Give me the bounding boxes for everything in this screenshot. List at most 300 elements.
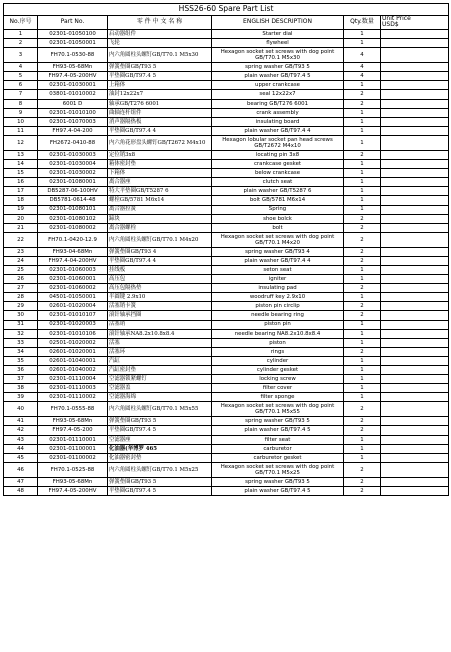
row-part-no: 02301-01010100 xyxy=(38,108,108,117)
row-qty: 2 xyxy=(344,311,381,320)
row-qty: 4 xyxy=(344,72,381,81)
table-row xyxy=(4,223,449,232)
row-english-description: insulating board xyxy=(212,117,344,126)
row-qty: 1 xyxy=(344,30,381,39)
row-qty: 2 xyxy=(344,214,381,223)
row-qty: 1 xyxy=(344,135,381,150)
row-english-description: seton seat xyxy=(212,265,344,274)
row-cn-name: 内六角圆柱头螺钉GB/T70.1 M5x30 xyxy=(108,48,212,63)
row-cn-name: 轴承GB/T276 6001 xyxy=(108,99,212,108)
table-row xyxy=(4,356,449,365)
row-unit-price xyxy=(381,417,449,426)
row-cn-name: 空滤器盖 xyxy=(108,384,212,393)
table-row xyxy=(4,293,449,302)
row-qty: 2 xyxy=(344,302,381,311)
row-qty: 1 xyxy=(344,265,381,274)
row-no: 30 xyxy=(4,311,38,320)
table-row xyxy=(4,169,449,178)
row-cn-name: 化油器密封垫 xyxy=(108,453,212,462)
row-unit-price xyxy=(381,435,449,444)
header-part-no: Part No. xyxy=(38,16,108,30)
row-part-no: 02301-01030001 xyxy=(38,81,108,90)
row-no: 41 xyxy=(4,417,38,426)
row-no: 5 xyxy=(4,72,38,81)
row-unit-price xyxy=(381,178,449,187)
row-no: 36 xyxy=(4,366,38,375)
row-qty: 1 xyxy=(344,356,381,365)
header-unit-price: Unit Price USD$ xyxy=(381,16,449,30)
row-unit-price xyxy=(381,126,449,135)
row-no: 10 xyxy=(4,117,38,126)
row-part-no: 02501-01020002 xyxy=(38,338,108,347)
row-unit-price xyxy=(381,48,449,63)
row-english-description: woodruff key 2.9x10 xyxy=(212,293,344,302)
table-row xyxy=(4,187,449,196)
spare-part-list xyxy=(3,3,448,496)
table-row xyxy=(4,265,449,274)
row-no: 13 xyxy=(4,150,38,159)
row-part-no: FH97.4-05-200 xyxy=(38,426,108,435)
row-cn-name: 离合器螺栓 xyxy=(108,223,212,232)
row-cn-name: 内六角圆柱头螺钉GB/T70.1 M5x25 xyxy=(108,462,212,477)
row-qty: 2 xyxy=(344,256,381,265)
row-unit-price xyxy=(381,90,449,99)
parts-rows xyxy=(4,30,449,496)
row-english-description: needle bearing NA8.2x10.8x8.4 xyxy=(212,329,344,338)
row-part-no: 02301-01020003 xyxy=(38,320,108,329)
table-row xyxy=(4,453,449,462)
row-english-description: plain washer GB/T97.4 5 xyxy=(212,72,344,81)
row-cn-name: 上箱体 xyxy=(108,81,212,90)
row-unit-price xyxy=(381,477,449,486)
row-cn-name: 化油器(华博罗 465 xyxy=(108,444,212,453)
row-english-description: Spring xyxy=(212,205,344,214)
table-row xyxy=(4,39,449,48)
table-row xyxy=(4,232,449,247)
row-qty: 1 xyxy=(344,384,381,393)
row-unit-price xyxy=(381,402,449,417)
title-row xyxy=(4,4,449,16)
row-qty: 1 xyxy=(344,81,381,90)
row-qty: 2 xyxy=(344,477,381,486)
row-part-no: FH93-05-68Mn xyxy=(38,417,108,426)
row-english-description: spring washer GB/T93 4 xyxy=(212,247,344,256)
row-english-description: spring washer GB/T93 5 xyxy=(212,477,344,486)
row-english-description: cylinder gesket xyxy=(212,366,344,375)
row-cn-name: 空滤器锁紧螺钉 xyxy=(108,375,212,384)
row-part-no: 04501-01050001 xyxy=(38,293,108,302)
row-unit-price xyxy=(381,81,449,90)
row-cn-name: 内六角圆柱头螺钉GB/T70.1 M4x20 xyxy=(108,232,212,247)
row-qty: 1 xyxy=(344,178,381,187)
table-row xyxy=(4,311,449,320)
row-qty: 1 xyxy=(344,393,381,402)
row-no: 46 xyxy=(4,462,38,477)
table-row xyxy=(4,108,449,117)
row-part-no: 02301-01110004 xyxy=(38,375,108,384)
row-unit-price xyxy=(381,117,449,126)
row-no: 34 xyxy=(4,347,38,356)
row-no: 8 xyxy=(4,99,38,108)
row-qty: 2 xyxy=(344,402,381,417)
row-no: 44 xyxy=(4,444,38,453)
row-cn-name: 箱体密封垫 xyxy=(108,160,212,169)
row-english-description: Hexagon socket set screws with dog point GB/T70.1 M5x55 xyxy=(212,402,344,417)
table-row xyxy=(4,150,449,159)
row-english-description: needle bearing ring xyxy=(212,311,344,320)
row-no: 11 xyxy=(4,126,38,135)
row-no: 43 xyxy=(4,435,38,444)
row-no: 18 xyxy=(4,196,38,205)
row-qty: 1 xyxy=(344,160,381,169)
row-cn-name: 内六角花形盘头螺钉GB/T2672 M4x10 xyxy=(108,135,212,150)
row-qty: 4 xyxy=(344,63,381,72)
row-english-description: Hexagon lobular socket pan head screws GB/T2672 M4x10 xyxy=(212,135,344,150)
row-cn-name: 离合器拉簧 xyxy=(108,205,212,214)
table-row xyxy=(4,81,449,90)
table-row xyxy=(4,338,449,347)
row-part-no: FH70.1-0555-88 xyxy=(38,402,108,417)
table-row xyxy=(4,444,449,453)
row-part-no: 02301-01030003 xyxy=(38,150,108,159)
row-part-no: 02301-01100001 xyxy=(38,444,108,453)
row-qty: 2 xyxy=(344,347,381,356)
row-cn-name: 活塞环 xyxy=(108,347,212,356)
row-unit-price xyxy=(381,196,449,205)
table-row xyxy=(4,393,449,402)
table-row xyxy=(4,275,449,284)
row-english-description: bolt GB/5781 M6x14 xyxy=(212,196,344,205)
row-qty: 2 xyxy=(344,90,381,99)
row-part-no: 02301-01080102 xyxy=(38,214,108,223)
row-qty: 1 xyxy=(344,453,381,462)
row-english-description: plain washer GB/T97.4 5 xyxy=(212,486,344,495)
row-unit-price xyxy=(381,293,449,302)
row-english-description: shoe bolck xyxy=(212,214,344,223)
row-english-description: filter cover xyxy=(212,384,344,393)
table-row xyxy=(4,196,449,205)
row-no: 45 xyxy=(4,453,38,462)
row-english-description: crankcase gesket xyxy=(212,160,344,169)
row-part-no: 02301-01110003 xyxy=(38,384,108,393)
row-cn-name: 活塞销卡簧 xyxy=(108,302,212,311)
row-part-no: FH70.1-0530-88 xyxy=(38,48,108,63)
row-no: 32 xyxy=(4,329,38,338)
row-qty: 2 xyxy=(344,417,381,426)
row-cn-name: 内六角圆柱头螺钉GB/T70.1 M5x55 xyxy=(108,402,212,417)
row-cn-name: 滚针轴承NA8.2x10.8x8.4 xyxy=(108,329,212,338)
row-qty: 1 xyxy=(344,275,381,284)
row-part-no: 02301-01030004 xyxy=(38,160,108,169)
row-no: 24 xyxy=(4,256,38,265)
row-cn-name: 定位销3x8 xyxy=(108,150,212,159)
row-unit-price xyxy=(381,205,449,214)
row-cn-name: 挂线板 xyxy=(108,265,212,274)
header-row xyxy=(4,16,449,30)
row-part-no: FH93-05-68Mn xyxy=(38,63,108,72)
row-unit-price xyxy=(381,453,449,462)
row-cn-name: 螺栓GB/5781 M6x14 xyxy=(108,196,212,205)
table-row xyxy=(4,329,449,338)
row-english-description: Starter dial xyxy=(212,30,344,39)
row-unit-price xyxy=(381,284,449,293)
header-cn-name: 零 件 中 文 名 称 xyxy=(108,16,212,30)
row-no: 48 xyxy=(4,486,38,495)
row-no: 21 xyxy=(4,223,38,232)
row-no: 37 xyxy=(4,375,38,384)
row-no: 12 xyxy=(4,135,38,150)
row-unit-price xyxy=(381,320,449,329)
row-part-no: FH93-05-68Mn xyxy=(38,477,108,486)
row-part-no: 02301-01060003 xyxy=(38,265,108,274)
row-part-no: FH97.4-04-200 xyxy=(38,126,108,135)
row-english-description: piston pin xyxy=(212,320,344,329)
row-english-description: insulating pad xyxy=(212,284,344,293)
row-part-no: 02301-01080101 xyxy=(38,205,108,214)
row-no: 29 xyxy=(4,302,38,311)
header-english-description: ENGLISH DESCRIPTION xyxy=(212,16,344,30)
row-part-no: 02601-01020001 xyxy=(38,347,108,356)
row-no: 4 xyxy=(4,63,38,72)
row-qty: 2 xyxy=(344,150,381,159)
row-unit-price xyxy=(381,347,449,356)
row-cn-name: 平垫圈GB/T97.4 4 xyxy=(108,256,212,265)
row-no: 38 xyxy=(4,384,38,393)
row-qty: 1 xyxy=(344,329,381,338)
table-row xyxy=(4,99,449,108)
row-cn-name: 空滤器座 xyxy=(108,435,212,444)
row-english-description: bearing GB/T276 6001 xyxy=(212,99,344,108)
row-no: 14 xyxy=(4,160,38,169)
row-cn-name: 启动器组件 xyxy=(108,30,212,39)
row-no: 15 xyxy=(4,169,38,178)
row-unit-price xyxy=(381,247,449,256)
row-part-no: 02301-01080002 xyxy=(38,223,108,232)
row-unit-price xyxy=(381,375,449,384)
row-no: 27 xyxy=(4,284,38,293)
row-cn-name: 平垫圈GB/T97.4 5 xyxy=(108,486,212,495)
table-row xyxy=(4,375,449,384)
row-qty: 1 xyxy=(344,444,381,453)
row-qty: 1 xyxy=(344,117,381,126)
row-part-no: 02301-01030002 xyxy=(38,169,108,178)
row-qty: 1 xyxy=(344,366,381,375)
table-row xyxy=(4,135,449,150)
row-unit-price xyxy=(381,72,449,81)
row-english-description: plain washer GB/T5287 6 xyxy=(212,187,344,196)
row-unit-price xyxy=(381,444,449,453)
table-row xyxy=(4,126,449,135)
row-english-description: piston xyxy=(212,338,344,347)
row-cn-name: 半圆键 2.9x10 xyxy=(108,293,212,302)
row-no: 9 xyxy=(4,108,38,117)
row-part-no: 02301-01060001 xyxy=(38,275,108,284)
row-qty: 2 xyxy=(344,223,381,232)
row-part-no: 02601-01040001 xyxy=(38,356,108,365)
row-no: 28 xyxy=(4,293,38,302)
row-cn-name: 活塞 xyxy=(108,338,212,347)
row-part-no: DB5287-06-100HV xyxy=(38,187,108,196)
row-cn-name: 平垫圈GB/T97.4 5 xyxy=(108,72,212,81)
row-qty: 2 xyxy=(344,232,381,247)
row-no: 47 xyxy=(4,477,38,486)
row-cn-name: 弹簧垫圈GB/T93 5 xyxy=(108,417,212,426)
row-english-description: spring washer GB/T93 5 xyxy=(212,63,344,72)
row-unit-price xyxy=(381,384,449,393)
table-row xyxy=(4,366,449,375)
row-part-no: 02301-01100002 xyxy=(38,453,108,462)
row-unit-price xyxy=(381,265,449,274)
row-part-no: 02301-01080001 xyxy=(38,178,108,187)
row-qty: 1 xyxy=(344,435,381,444)
row-qty: 1 xyxy=(344,196,381,205)
row-qty: 1 xyxy=(344,205,381,214)
row-no: 25 xyxy=(4,265,38,274)
row-unit-price xyxy=(381,30,449,39)
header-qty: Qty.数量 xyxy=(344,16,381,30)
row-english-description: plain washer GB/T97.4 4 xyxy=(212,126,344,135)
row-unit-price xyxy=(381,426,449,435)
row-part-no: 02301-01010106 xyxy=(38,329,108,338)
row-cn-name: 活塞销 xyxy=(108,320,212,329)
row-english-description: igniter xyxy=(212,275,344,284)
row-no: 3 xyxy=(4,48,38,63)
row-qty: 1 xyxy=(344,375,381,384)
row-no: 20 xyxy=(4,214,38,223)
table-row xyxy=(4,63,449,72)
row-unit-price xyxy=(381,311,449,320)
row-cn-name: 油封12x22x7 xyxy=(108,90,212,99)
row-english-description: carburetor xyxy=(212,444,344,453)
row-cn-name: 高压包 xyxy=(108,275,212,284)
row-part-no: FH70.1-0525-88 xyxy=(38,462,108,477)
row-qty: 1 xyxy=(344,320,381,329)
table-row xyxy=(4,90,449,99)
row-unit-price xyxy=(381,63,449,72)
row-english-description: rings xyxy=(212,347,344,356)
row-no: 2 xyxy=(4,39,38,48)
row-no: 6 xyxy=(4,81,38,90)
row-english-description: Hexagon socket set screws with dog point GB/T70.1 M4x20 xyxy=(212,232,344,247)
table-row xyxy=(4,205,449,214)
row-unit-price xyxy=(381,169,449,178)
row-english-description: seal 12x22x7 xyxy=(212,90,344,99)
row-part-no: 02301-01070003 xyxy=(38,117,108,126)
row-unit-price xyxy=(381,366,449,375)
row-qty: 2 xyxy=(344,462,381,477)
row-qty: 1 xyxy=(344,293,381,302)
row-no: 26 xyxy=(4,275,38,284)
table-row xyxy=(4,160,449,169)
row-qty: 2 xyxy=(344,426,381,435)
row-part-no: FH70.1-0420-12.9 xyxy=(38,232,108,247)
row-qty: 2 xyxy=(344,486,381,495)
row-unit-price xyxy=(381,302,449,311)
row-qty: 1 xyxy=(344,108,381,117)
row-english-description: plain washer GB/T97.4 4 xyxy=(212,256,344,265)
row-no: 39 xyxy=(4,393,38,402)
row-part-no: FH97.4-05-200HV xyxy=(38,72,108,81)
row-no: 42 xyxy=(4,426,38,435)
table-row xyxy=(4,256,449,265)
row-unit-price xyxy=(381,462,449,477)
row-no: 7 xyxy=(4,90,38,99)
row-qty: 1 xyxy=(344,169,381,178)
row-unit-price xyxy=(381,135,449,150)
row-unit-price xyxy=(381,275,449,284)
row-part-no: 02601-01020004 xyxy=(38,302,108,311)
row-english-description: filter sponge xyxy=(212,393,344,402)
table-row xyxy=(4,435,449,444)
row-unit-price xyxy=(381,108,449,117)
row-qty: 2 xyxy=(344,247,381,256)
row-no: 23 xyxy=(4,247,38,256)
table-row xyxy=(4,302,449,311)
row-no: 17 xyxy=(4,187,38,196)
row-english-description: below crankcase xyxy=(212,169,344,178)
row-qty: 1 xyxy=(344,187,381,196)
row-cn-name: 汽缸密封垫 xyxy=(108,366,212,375)
table-row xyxy=(4,178,449,187)
row-part-no: 02301-01010107 xyxy=(38,311,108,320)
table-row xyxy=(4,402,449,417)
row-unit-price xyxy=(381,160,449,169)
row-english-description: piston pin circlip xyxy=(212,302,344,311)
table-row xyxy=(4,347,449,356)
row-no: 31 xyxy=(4,320,38,329)
row-qty: 2 xyxy=(344,99,381,108)
row-english-description: plain washer GB/T97.4 5 xyxy=(212,426,344,435)
row-unit-price xyxy=(381,356,449,365)
row-no: 16 xyxy=(4,178,38,187)
table-row xyxy=(4,117,449,126)
table-row xyxy=(4,72,449,81)
row-qty: 1 xyxy=(344,126,381,135)
row-english-description: crank assembly xyxy=(212,108,344,117)
row-unit-price xyxy=(381,187,449,196)
table-row xyxy=(4,214,449,223)
row-qty: 2 xyxy=(344,284,381,293)
table-row xyxy=(4,462,449,477)
row-part-no: 02601-01040002 xyxy=(38,366,108,375)
row-unit-price xyxy=(381,223,449,232)
row-cn-name: 特大平垫圈GB/T5287 6 xyxy=(108,187,212,196)
row-qty: 1 xyxy=(344,39,381,48)
row-cn-name: 曲轴连杆组件 xyxy=(108,108,212,117)
row-english-description: Hexagon socket set screws with dog point GB/T70.1 M5x25 xyxy=(212,462,344,477)
row-cn-name: 蹄块 xyxy=(108,214,212,223)
row-unit-price xyxy=(381,150,449,159)
row-part-no: FH97.4-04-200HV xyxy=(38,256,108,265)
row-no: 1 xyxy=(4,30,38,39)
row-english-description: cylinder xyxy=(212,356,344,365)
row-unit-price xyxy=(381,329,449,338)
row-english-description: carburetor gesket xyxy=(212,453,344,462)
row-cn-name: 弹簧垫圈GB/T93 5 xyxy=(108,63,212,72)
table-row xyxy=(4,30,449,39)
row-qty: 4 xyxy=(344,48,381,63)
row-cn-name: 汽缸 xyxy=(108,356,212,365)
row-cn-name: 高压包隔热垫 xyxy=(108,284,212,293)
row-cn-name: 消声器隔热板 xyxy=(108,117,212,126)
row-qty: 1 xyxy=(344,338,381,347)
row-cn-name: 平垫圈GB/T97.4 5 xyxy=(108,426,212,435)
row-no: 35 xyxy=(4,356,38,365)
row-unit-price xyxy=(381,214,449,223)
row-cn-name: 空滤器海绵 xyxy=(108,393,212,402)
row-part-no: 03801-01010002 xyxy=(38,90,108,99)
table-row xyxy=(4,486,449,495)
